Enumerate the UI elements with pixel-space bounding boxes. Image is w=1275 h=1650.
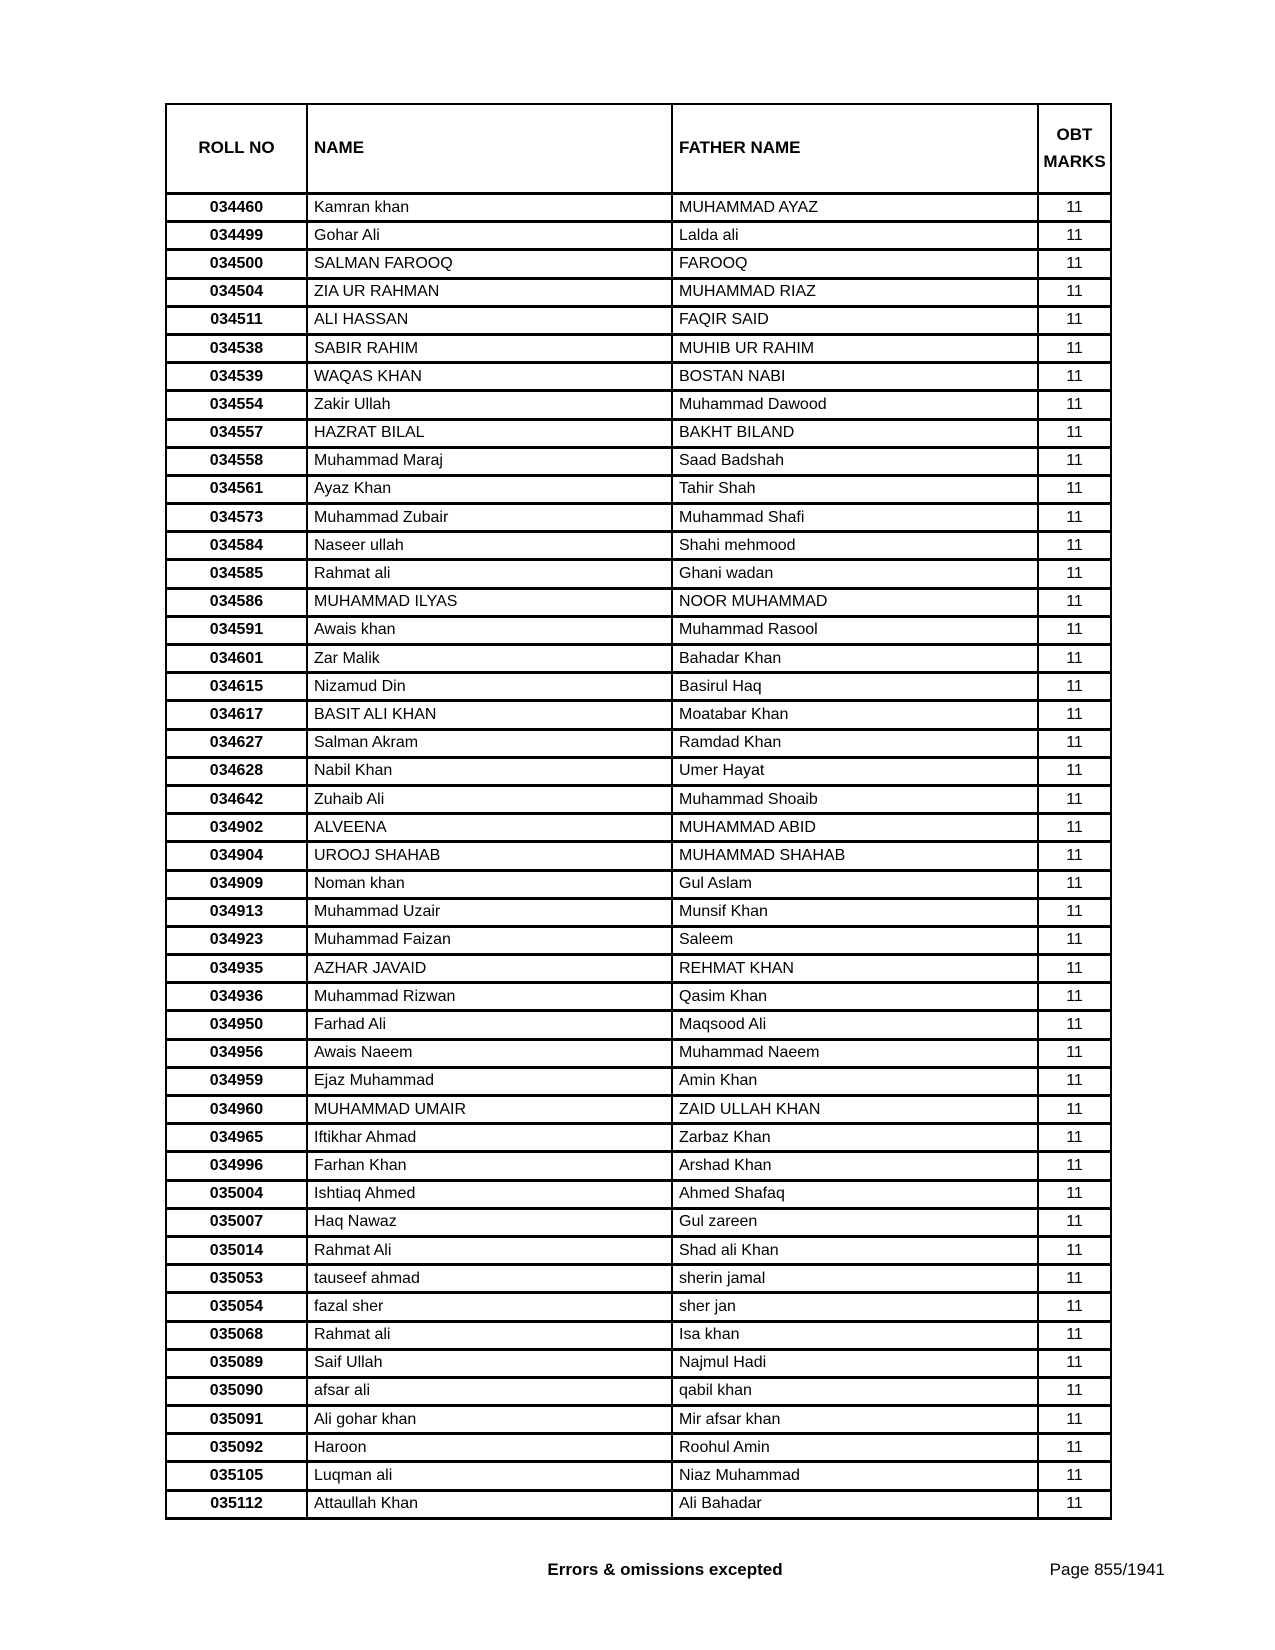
marks-cell: 11 <box>1038 475 1111 503</box>
name-cell: Gohar Ali <box>307 222 672 250</box>
father-name-cell: sherin jamal <box>672 1265 1038 1293</box>
page-footer <box>165 1560 1165 1584</box>
name-cell: Iftikhar Ahmad <box>307 1124 672 1152</box>
name-cell: Ali gohar khan <box>307 1406 672 1434</box>
father-name-cell: Munsif Khan <box>672 898 1038 926</box>
father-name-cell: Gul zareen <box>672 1208 1038 1236</box>
marks-cell: 11 <box>1038 673 1111 701</box>
name-cell: HAZRAT BILAL <box>307 419 672 447</box>
roll-no-cell: 035091 <box>166 1406 307 1434</box>
table-row <box>166 785 1111 813</box>
marks-cell: 11 <box>1038 1180 1111 1208</box>
roll-no-cell: 034585 <box>166 560 307 588</box>
marks-cell: 11 <box>1038 194 1111 222</box>
marks-cell: 11 <box>1038 1490 1111 1518</box>
name-cell: Zuhaib Ali <box>307 785 672 813</box>
table-row <box>166 447 1111 475</box>
roll-no-cell: 034936 <box>166 983 307 1011</box>
roll-no-cell: 034935 <box>166 955 307 983</box>
name-cell: Ishtiaq Ahmed <box>307 1180 672 1208</box>
name-cell: Luqman ali <box>307 1462 672 1490</box>
roll-no-cell: 035053 <box>166 1265 307 1293</box>
name-cell: Rahmat ali <box>307 1321 672 1349</box>
father-name-cell: Ahmed Shafaq <box>672 1180 1038 1208</box>
father-name-cell: MUHAMMAD SHAHAB <box>672 842 1038 870</box>
father-name-cell: Niaz Muhammad <box>672 1462 1038 1490</box>
table-row <box>166 870 1111 898</box>
father-name-cell: Saad Badshah <box>672 447 1038 475</box>
roll-no-cell: 035004 <box>166 1180 307 1208</box>
roll-no-cell: 034460 <box>166 194 307 222</box>
name-cell: Awais Naeem <box>307 1039 672 1067</box>
obt-marks-header: OBT MARKS <box>1038 104 1111 194</box>
roll-no-cell: 035014 <box>166 1236 307 1264</box>
father-name-cell: Muhammad Naeem <box>672 1039 1038 1067</box>
father-name-cell: Umer Hayat <box>672 757 1038 785</box>
name-cell: UROOJ SHAHAB <box>307 842 672 870</box>
table-row <box>166 419 1111 447</box>
name-cell: Rahmat ali <box>307 560 672 588</box>
roll-no-cell: 034960 <box>166 1096 307 1124</box>
marks-cell: 11 <box>1038 1096 1111 1124</box>
table-row <box>166 475 1111 503</box>
name-cell: SALMAN FAROOQ <box>307 250 672 278</box>
marks-cell: 11 <box>1038 588 1111 616</box>
errors-note: Errors & omissions excepted <box>547 1560 783 1579</box>
name-cell: afsar ali <box>307 1377 672 1405</box>
father-name-cell: Muhammad Rasool <box>672 616 1038 644</box>
father-name-cell: Zarbaz Khan <box>672 1124 1038 1152</box>
table-row <box>166 278 1111 306</box>
roll-no-cell: 034511 <box>166 306 307 334</box>
father-name-cell: Isa khan <box>672 1321 1038 1349</box>
father-name-cell: Arshad Khan <box>672 1152 1038 1180</box>
marks-cell: 11 <box>1038 1208 1111 1236</box>
father-name-cell: Moatabar Khan <box>672 701 1038 729</box>
father-name-cell: Muhammad Dawood <box>672 391 1038 419</box>
father-name-cell: Bahadar Khan <box>672 645 1038 673</box>
marks-cell: 11 <box>1038 955 1111 983</box>
name-cell: Muhammad Maraj <box>307 447 672 475</box>
table-row <box>166 1124 1111 1152</box>
table-row <box>166 560 1111 588</box>
name-cell: Zakir Ullah <box>307 391 672 419</box>
father-name-cell: FAQIR SAID <box>672 306 1038 334</box>
roll-no-cell: 035112 <box>166 1490 307 1518</box>
name-cell: Noman khan <box>307 870 672 898</box>
father-name-cell: MUHAMMAD AYAZ <box>672 194 1038 222</box>
roll-no-header: ROLL NO <box>166 104 307 194</box>
table-row <box>166 222 1111 250</box>
marks-cell: 11 <box>1038 757 1111 785</box>
marks-cell: 11 <box>1038 729 1111 757</box>
table-row <box>166 1180 1111 1208</box>
name-cell: Muhammad Faizan <box>307 926 672 954</box>
name-cell: Ayaz Khan <box>307 475 672 503</box>
name-cell: Saif Ullah <box>307 1349 672 1377</box>
marks-cell: 11 <box>1038 504 1111 532</box>
roll-no-cell: 034561 <box>166 475 307 503</box>
roll-no-cell: 035105 <box>166 1462 307 1490</box>
father-name-cell: Shad ali Khan <box>672 1236 1038 1264</box>
table-row <box>166 1096 1111 1124</box>
table-row <box>166 898 1111 926</box>
table-row <box>166 926 1111 954</box>
table-row <box>166 1265 1111 1293</box>
roll-no-cell: 034628 <box>166 757 307 785</box>
table-row <box>166 334 1111 362</box>
table-row <box>166 983 1111 1011</box>
roll-no-cell: 034642 <box>166 785 307 813</box>
father-name-cell: BAKHT BILAND <box>672 419 1038 447</box>
father-name-cell: sher jan <box>672 1293 1038 1321</box>
marks-cell: 11 <box>1038 870 1111 898</box>
table-header <box>166 104 1111 194</box>
roll-no-cell: 035054 <box>166 1293 307 1321</box>
name-cell: Farhad Ali <box>307 1011 672 1039</box>
roll-no-cell: 034904 <box>166 842 307 870</box>
marks-cell: 11 <box>1038 419 1111 447</box>
roll-no-cell: 034558 <box>166 447 307 475</box>
table-row <box>166 842 1111 870</box>
header-row <box>166 104 1111 194</box>
table-row <box>166 1293 1111 1321</box>
name-cell: Ejaz Muhammad <box>307 1067 672 1095</box>
table-row <box>166 1236 1111 1264</box>
name-cell: Awais khan <box>307 616 672 644</box>
marks-cell: 11 <box>1038 334 1111 362</box>
table-row <box>166 1039 1111 1067</box>
table-row <box>166 673 1111 701</box>
marks-cell: 11 <box>1038 1462 1111 1490</box>
roll-no-cell: 034996 <box>166 1152 307 1180</box>
roll-no-cell: 034601 <box>166 645 307 673</box>
name-cell: tauseef ahmad <box>307 1265 672 1293</box>
marks-cell: 11 <box>1038 222 1111 250</box>
father-name-cell: MUHAMMAD ABID <box>672 814 1038 842</box>
roll-no-cell: 034554 <box>166 391 307 419</box>
marks-cell: 11 <box>1038 447 1111 475</box>
father-name-cell: NOOR MUHAMMAD <box>672 588 1038 616</box>
father-name-cell: Muhammad Shafi <box>672 504 1038 532</box>
page-number: Page 855/1941 <box>1049 1560 1165 1579</box>
marks-cell: 11 <box>1038 532 1111 560</box>
name-cell: BASIT ALI KHAN <box>307 701 672 729</box>
table-row <box>166 1208 1111 1236</box>
father-name-cell: Roohul Amin <box>672 1434 1038 1462</box>
marks-cell: 11 <box>1038 1039 1111 1067</box>
father-name-cell: Qasim Khan <box>672 983 1038 1011</box>
roll-no-cell: 035090 <box>166 1377 307 1405</box>
marks-cell: 11 <box>1038 1265 1111 1293</box>
name-cell: ALVEENA <box>307 814 672 842</box>
father-name-cell: Maqsood Ali <box>672 1011 1038 1039</box>
name-cell: ALI HASSAN <box>307 306 672 334</box>
roll-no-cell: 034909 <box>166 870 307 898</box>
marks-cell: 11 <box>1038 1236 1111 1264</box>
roll-no-cell: 034586 <box>166 588 307 616</box>
roll-no-cell: 034500 <box>166 250 307 278</box>
table-row <box>166 391 1111 419</box>
father-name-cell: Mir afsar khan <box>672 1406 1038 1434</box>
name-cell: Naseer ullah <box>307 532 672 560</box>
father-name-cell: Ghani wadan <box>672 560 1038 588</box>
name-cell: Muhammad Uzair <box>307 898 672 926</box>
name-cell: AZHAR JAVAID <box>307 955 672 983</box>
table-row <box>166 729 1111 757</box>
marks-cell: 11 <box>1038 785 1111 813</box>
roll-no-cell: 034902 <box>166 814 307 842</box>
name-cell: MUHAMMAD ILYAS <box>307 588 672 616</box>
roll-no-cell: 034538 <box>166 334 307 362</box>
marks-cell: 11 <box>1038 1434 1111 1462</box>
father-name-cell: qabil khan <box>672 1377 1038 1405</box>
father-name-cell: Amin Khan <box>672 1067 1038 1095</box>
father-name-cell: Saleem <box>672 926 1038 954</box>
marks-cell: 11 <box>1038 842 1111 870</box>
table-row <box>166 1434 1111 1462</box>
table-row <box>166 532 1111 560</box>
roll-no-cell: 035007 <box>166 1208 307 1236</box>
table-row <box>166 1067 1111 1095</box>
father-name-cell: Shahi mehmood <box>672 532 1038 560</box>
table-row <box>166 814 1111 842</box>
roll-no-cell: 034959 <box>166 1067 307 1095</box>
marks-cell: 11 <box>1038 1011 1111 1039</box>
marks-cell: 11 <box>1038 701 1111 729</box>
name-header: NAME <box>307 104 672 194</box>
father-name-cell: Lalda ali <box>672 222 1038 250</box>
marks-cell: 11 <box>1038 1377 1111 1405</box>
name-cell: Zar Malik <box>307 645 672 673</box>
marks-cell: 11 <box>1038 391 1111 419</box>
marks-cell: 11 <box>1038 278 1111 306</box>
father-name-cell: Ali Bahadar <box>672 1490 1038 1518</box>
table-row <box>166 306 1111 334</box>
roll-no-cell: 035092 <box>166 1434 307 1462</box>
marks-cell: 11 <box>1038 250 1111 278</box>
father-name-cell: Tahir Shah <box>672 475 1038 503</box>
marks-cell: 11 <box>1038 616 1111 644</box>
marks-cell: 11 <box>1038 1293 1111 1321</box>
name-cell: Nizamud Din <box>307 673 672 701</box>
roll-no-cell: 034499 <box>166 222 307 250</box>
table-row <box>166 1377 1111 1405</box>
table-row <box>166 588 1111 616</box>
marks-cell: 11 <box>1038 1406 1111 1434</box>
name-cell: Farhan Khan <box>307 1152 672 1180</box>
roll-no-cell: 034591 <box>166 616 307 644</box>
roll-no-cell: 034923 <box>166 926 307 954</box>
results-table <box>165 103 1112 1520</box>
father-name-cell: Basirul Haq <box>672 673 1038 701</box>
roll-no-cell: 034617 <box>166 701 307 729</box>
roll-no-cell: 034539 <box>166 363 307 391</box>
name-cell: ZIA UR RAHMAN <box>307 278 672 306</box>
name-cell: Haq Nawaz <box>307 1208 672 1236</box>
roll-no-cell: 034615 <box>166 673 307 701</box>
father-name-header: FATHER NAME <box>672 104 1038 194</box>
name-cell: Kamran khan <box>307 194 672 222</box>
father-name-cell: MUHIB UR RAHIM <box>672 334 1038 362</box>
roll-no-cell: 034965 <box>166 1124 307 1152</box>
marks-cell: 11 <box>1038 1349 1111 1377</box>
father-name-cell: FAROOQ <box>672 250 1038 278</box>
name-cell: SABIR RAHIM <box>307 334 672 362</box>
name-cell: Attaullah Khan <box>307 1490 672 1518</box>
marks-cell: 11 <box>1038 306 1111 334</box>
table-row <box>166 1321 1111 1349</box>
marks-cell: 11 <box>1038 1124 1111 1152</box>
marks-cell: 11 <box>1038 645 1111 673</box>
table-row <box>166 955 1111 983</box>
father-name-cell: MUHAMMAD RIAZ <box>672 278 1038 306</box>
roll-no-cell: 034584 <box>166 532 307 560</box>
father-name-cell: BOSTAN NABI <box>672 363 1038 391</box>
father-name-cell: Muhammad Shoaib <box>672 785 1038 813</box>
table-row <box>166 1349 1111 1377</box>
roll-no-cell: 034557 <box>166 419 307 447</box>
roll-no-cell: 034504 <box>166 278 307 306</box>
name-cell: Salman Akram <box>307 729 672 757</box>
roll-no-cell: 035089 <box>166 1349 307 1377</box>
marks-cell: 11 <box>1038 926 1111 954</box>
table-row <box>166 194 1111 222</box>
marks-cell: 11 <box>1038 363 1111 391</box>
father-name-cell: REHMAT KHAN <box>672 955 1038 983</box>
table-row <box>166 1011 1111 1039</box>
name-cell: fazal sher <box>307 1293 672 1321</box>
marks-cell: 11 <box>1038 814 1111 842</box>
table-row <box>166 1462 1111 1490</box>
father-name-cell: ZAID ULLAH KHAN <box>672 1096 1038 1124</box>
name-cell: Haroon <box>307 1434 672 1462</box>
results-table-body <box>166 194 1111 1519</box>
table-row <box>166 1152 1111 1180</box>
table-row <box>166 645 1111 673</box>
marks-cell: 11 <box>1038 1067 1111 1095</box>
father-name-cell: Gul Aslam <box>672 870 1038 898</box>
name-cell: Muhammad Rizwan <box>307 983 672 1011</box>
table-row <box>166 1490 1111 1518</box>
table-row <box>166 250 1111 278</box>
roll-no-cell: 034573 <box>166 504 307 532</box>
name-cell: WAQAS KHAN <box>307 363 672 391</box>
roll-no-cell: 034913 <box>166 898 307 926</box>
marks-cell: 11 <box>1038 1152 1111 1180</box>
roll-no-cell: 034956 <box>166 1039 307 1067</box>
name-cell: Muhammad Zubair <box>307 504 672 532</box>
marks-cell: 11 <box>1038 1321 1111 1349</box>
table-row <box>166 701 1111 729</box>
table-row <box>166 504 1111 532</box>
name-cell: Rahmat Ali <box>307 1236 672 1264</box>
father-name-cell: Najmul Hadi <box>672 1349 1038 1377</box>
name-cell: MUHAMMAD UMAIR <box>307 1096 672 1124</box>
table-row <box>166 1406 1111 1434</box>
table-row <box>166 757 1111 785</box>
name-cell: Nabil Khan <box>307 757 672 785</box>
roll-no-cell: 035068 <box>166 1321 307 1349</box>
marks-cell: 11 <box>1038 898 1111 926</box>
marks-cell: 11 <box>1038 560 1111 588</box>
table-row <box>166 363 1111 391</box>
roll-no-cell: 034627 <box>166 729 307 757</box>
roll-no-cell: 034950 <box>166 1011 307 1039</box>
father-name-cell: Ramdad Khan <box>672 729 1038 757</box>
marks-cell: 11 <box>1038 983 1111 1011</box>
table-row <box>166 616 1111 644</box>
